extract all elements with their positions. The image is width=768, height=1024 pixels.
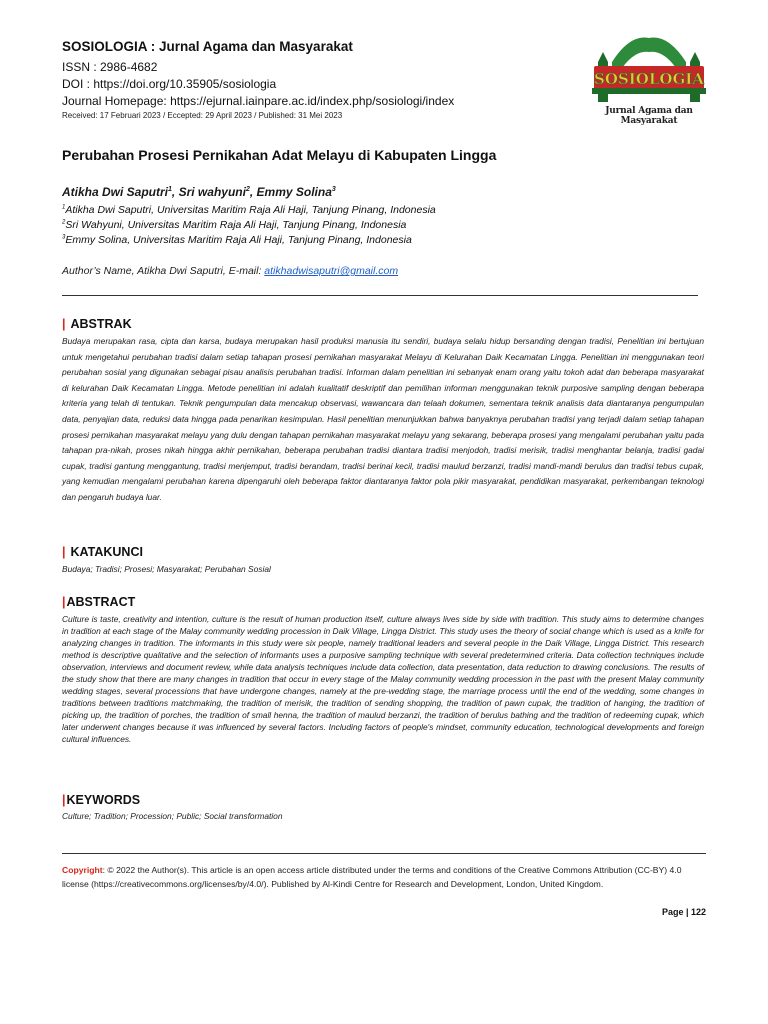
- paper-title: Perubahan Prosesi Pernikahan Adat Melayu di Kabupaten Lingga: [62, 147, 497, 163]
- author-1: Atikha Dwi Saputri: [62, 185, 169, 199]
- affiliation-3: [62, 234, 412, 246]
- footer-divider: [62, 853, 706, 854]
- doi-line[interactable]: DOI : https://doi.org/10.35905/sosiologia: [62, 77, 277, 91]
- author-list: [62, 185, 336, 199]
- corresponding-label: Author’s Name, Atikha Dwi Saputri, E-mail:: [62, 265, 265, 277]
- abstrak-heading-text: ABSTRAK: [70, 317, 132, 331]
- section-bar: |: [62, 793, 66, 807]
- abstrak-heading: [62, 317, 132, 331]
- author-separator: ,: [249, 185, 257, 199]
- logo-wordmark: SOSIOLOGIA: [594, 70, 704, 88]
- affiliation-sup: 1: [62, 204, 66, 211]
- author-3-sup: 3: [331, 186, 336, 193]
- affiliation-2: [62, 219, 406, 231]
- abstract-heading: [62, 595, 135, 609]
- katakunci-heading-text: KATAKUNCI: [70, 545, 143, 559]
- author-separator: ,: [171, 185, 179, 199]
- affiliation-1: [62, 204, 436, 216]
- katakunci-text: Budaya; Tradisi; Prosesi; Masyarakat; Perubahan Sosial: [62, 564, 271, 574]
- abstract-heading-text: ABSTRACT: [66, 595, 136, 609]
- journal-header: [62, 38, 582, 121]
- section-bar: |: [62, 317, 66, 331]
- affiliation-text: Atikha Dwi Saputri, Universitas Maritim Raja Ali Haji, Tanjung Pinang, Indonesia: [65, 204, 436, 216]
- author-1-sup: 1: [168, 186, 172, 193]
- copyright-text: : © 2022 the Author(s). This article is an open access article distributed under the terms and conditions of the Creative Commons Attribution (CC-BY) 4.0 license (https://creativecommons.org/licenses/by/4.0/). Published by Al-Kindi Centre for Research and Development, London, United Kingdom.: [62, 865, 682, 889]
- copyright-label: Copyright: [62, 865, 103, 875]
- abstrak-text: Budaya merupakan rasa, cipta dan karsa, budaya merupakan hasil produksi manusia itu sendiri, budaya selalu hidup bersanding dengan tradisi, Penelitian ini bertujuan untuk mengetahui perubahan tradisi dalam setiap tahapan prosesi pernikahan masyarakat Melayu di Kelurahan Daik Kecamatan Lingga. Penelitian ini menggunakan teori perubahan sosial yang digunakan sebagai pisau analisis perubahan tradisi. Informan dalam penelitian ini sebanyak enam orang yaitu tokoh adat dan beberapa masyarakat di kelurahan Daik Kecamatan Lingga. Metode penelitian ini adalah kualitatif deskriptif dan pemilihan informan menggunakan teknik purposive sampling dengan beberapa kriteria yang telah di tentukan. Teknik pengumpulan data mencakup observasi, wawancara dan telaah dokumen, sementara teknik analisis data diantaranya pengumpulan data, penyajian data, reduksi data hingga pada penarikan kesimpulan. Hasil penelitian menunjukkan bahwa banyaknya perubahan tradisi yang terjadi dalam setiap tahapan prosesi pernikahan masyarakat melayu yang dulu dengan tahapan pernikahan masyarakat melayu yang sekarang, beberapa prosesi yang mengalami perubahan yaitu pada tahapan pra-nikah, proses nikah hingga akhir pernikahan, beberapa perubahan tradisi diantara tradisi menjodoh, tradisi merisik, tradisi menghantar belanja, tradisi gadai cupak, tradisi gantung menggantung, tradisi menjemput, tradisi berandam, tradisi berinai kecil, tradisi maulud berzanzi, tradisi mandi-mandi berulus dan tradisi tebus cupak, yang kemudian mengalami perubahan karena dipengaruhi oleh beberapa faktor diantaranya faktor pola pikir masyarakat, pendidikan masyarakat, perkembangan teknologi dan pengaruh budaya luar.: [62, 336, 704, 502]
- keywords-heading-text: KEYWORDS: [66, 793, 141, 807]
- journal-title: SOSIOLOGIA : Jurnal Agama dan Masyarakat: [62, 39, 353, 54]
- katakunci-heading: [62, 545, 143, 559]
- affiliation-sup: 2: [62, 219, 66, 226]
- header-divider: [62, 295, 698, 296]
- author-3: Emmy Solina: [256, 185, 332, 199]
- affiliation-sup: 3: [62, 234, 66, 241]
- affiliation-text: Emmy Solina, Universitas Maritim Raja Ali Haji, Tanjung Pinang, Indonesia: [65, 234, 412, 246]
- logo-caption: Jurnal Agama dan Masyarakat: [605, 106, 693, 126]
- section-bar: |: [62, 545, 66, 559]
- corresponding-author: [62, 265, 398, 277]
- author-email-link[interactable]: atikhadwisaputri@gmail.com: [264, 265, 399, 277]
- keywords-heading: [62, 793, 140, 807]
- keywords-text: Culture; Tradition; Procession; Public; Social transformation: [62, 811, 283, 821]
- publication-dates: Received: 17 Februari 2023 / Eccepted: 29 April 2023 / Published: 31 Mei 2023: [62, 111, 343, 120]
- section-bar: |: [62, 595, 66, 609]
- author-2-sup: 2: [245, 186, 250, 193]
- copyright-notice: [62, 864, 692, 891]
- affiliation-text: Sri Wahyuni, Universitas Maritim Raja Ali Haji, Tanjung Pinang, Indonesia: [65, 219, 407, 231]
- homepage-line[interactable]: Journal Homepage: https://ejurnal.iainpare.ac.id/index.php/sosiologi/index: [62, 94, 455, 108]
- issn-line: ISSN : 2986-4682: [62, 60, 158, 74]
- abstract-text: Culture is taste, creativity and intention, culture is the result of human production itself, culture always lives side by side with tradition. This study aims to determine changes in tradition at each stage of the Malay community wedding procession in Daik Village, Lingga District. This study uses the theory of social change which is used as a knife for analyzing changes in tradition. The informants in this study were six people, namely traditional leaders and several people in the Daik Village, Lingga District. This research method is descriptive qualitative and the selection of informants uses a purposive sampling technique with several predetermined criteria. Data collection techniques include observation, interviews and document review, while data analysis techniques include data collection, data presentation, data reduction to drawing conclusions. The results of the study show that there are many changes in tradition that occur in every stage of the Malay community wedding procession in the past with the present Malay community wedding stages, several processions that have undergone changes, namely at the pre-wedding stage, the marriage process until the end of the wedding, some changes in traditions between traditions matchmaking, the tradition of merisik, the tradition of sending shopping, the tradition of pawn cupak, the tradition of hanging, the tradition of picking up, the tradition of porches, the tradition of small henna, the tradition of maulud berzanzi, the tradition of berulus bathing and the tradition of redeeming cupak, which later underwent changes because it was influenced by several factors. Including factors of people's mindset, community education, technological developments and foreign cultural influences.: [62, 614, 704, 744]
- page-number: Page | 122: [661, 907, 706, 917]
- author-2: Sri wahyuni: [178, 185, 246, 199]
